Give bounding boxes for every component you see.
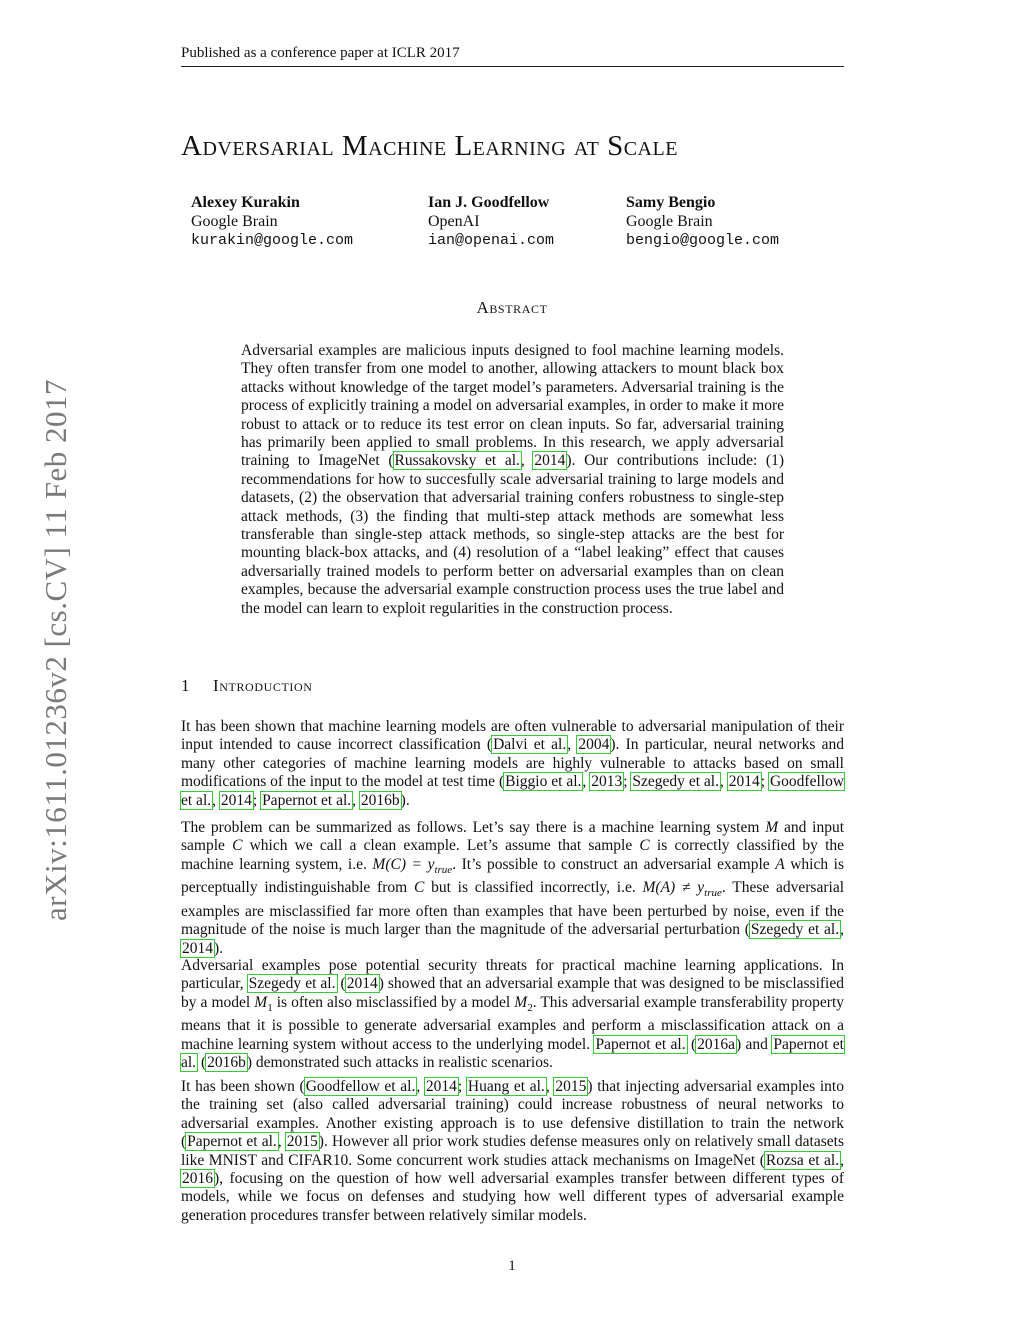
abstract-heading: Abstract [476, 298, 548, 317]
intro-paragraph-2: The problem can be summarized as follows. Let’s say there is a machine learning system M and input sample C which we call a clean example. Let’s assume that sample C is correctly classified by the machine learning system, i.e. $M(C) = y_{true}$. It’s possible to construct an adversarial example A which is perceptually indistinguishable from C but is classified incorrectly, i.e. $M(A) \ne y_{true}$. These adversarial examples are misclassified far more often than examples that have been perturbed by noise, even if the magnitude of the noise is much larger than the magnitude of the adversarial perturbation (Szegedy et al., 2014). [181, 819, 845, 957]
citation-link[interactable]: Szegedy et al. [632, 773, 719, 791]
citation-link[interactable]: 2014 [728, 773, 760, 791]
citation-link[interactable]: 2016a [697, 1035, 736, 1053]
author-affiliation: Google Brain [626, 213, 713, 230]
section-heading-introduction [181, 676, 313, 696]
author-name: Samy Bengio [626, 194, 716, 211]
citation-link[interactable]: Papernot et al. [181, 1035, 844, 1072]
citation-link[interactable]: 2014 [346, 975, 378, 993]
header-rule [181, 66, 844, 67]
page-number: 1 [508, 1258, 516, 1274]
section-title: Introduction [213, 676, 313, 695]
author-email: ian@openai.com [428, 232, 555, 249]
author-affiliation: Google Brain [191, 213, 278, 230]
author-block-1 [191, 193, 353, 250]
intro-paragraph-3: Adversarial examples pose potential security threats for practical machine learning applications. In particular, Szegedy et al. (2014) showed that an adversarial example that was designed to be misclassified by a model $M_1$ is often also misclassified by a model $M_2$. This adversarial example transferability property means that it is possible to generate adversarial examples and perform a misclassification attack on a machine learning system without access to the underlying model. Papernot et al. (2016a) and Papernot et al. (2016b) demonstrated such attacks in realistic scenarios. [181, 957, 844, 1072]
citation-link[interactable]: Biggio et al. [505, 773, 582, 791]
citation-link[interactable]: Papernot et al. [262, 791, 352, 809]
abstract-text: Adversarial examples are malicious inputs designed to fool machine learning models. They often transfer from one model to another, allowing attackers to mount black box attacks without knowledge of the target model’s parameters. Adversarial training is the process of explicitly training a model on adversarial examples, in order to make it more robust to attack or to reduce its test error on clean inputs. So far, adversarial training has primarily been applied to small problems. In this research, we apply adversarial training to ImageNet (Russakovsky et al., 2014). Our contributions include: (1) recommendations for how to succesfully scale adversarial training to large models and datasets, (2) the observation that adversarial training confers robustness to single-step attack methods, (3) the finding that multi-step attack methods are somewhat less transferable than single-step attack methods, so single-step attacks are the best for mounting black-box attacks, and (4) resolution of a “label leaking” effect that causes adversarially trained models to perform better on adversarial examples than on clean examples, because the adversarial example construction process uses the true label and the model can learn to exploit regularities in the construction process. [241, 342, 784, 617]
author-block-3 [626, 193, 779, 250]
citation-link[interactable]: 2015 [286, 1133, 318, 1151]
intro-paragraph-1: It has been shown that machine learning models are often vulnerable to adversarial manipulation of their input intended to cause incorrect classification (Dalvi et al., 2004). In particular, neural networks and many other categories of machine learning models are highly vulnerable to attacks based on small modifications of the input to the model at test time (Biggio et al., 2013; Szegedy et al., 2014; Goodfellow et al., 2014; Papernot et al., 2016b). [181, 718, 845, 809]
citation-link[interactable]: 2015 [555, 1078, 587, 1095]
citation-link[interactable]: Dalvi et al. [493, 736, 567, 754]
citation-link[interactable]: 2014 [534, 452, 566, 470]
author-email: kurakin@google.com [191, 232, 354, 249]
citation-link[interactable]: Szegedy et al. [248, 975, 336, 993]
intro-paragraph-4: It has been shown (Goodfellow et al., 2014; Huang et al., 2015) that injecting adversarial examples into the training set (also called adversarial training) could increase robustness of neural networks to adversarial examples. Another existing approach is to use defensive distillation to train the network (Papernot et al., 2015). However all prior work studies defense measures only on relatively small datasets like MNIST and CIFAR10. Some concurrent work studies attack mechanisms on ImageNet (Rozsa et al., 2016), focusing on the question of how well adversarial examples transfer between different types of models, while we focus on defenses and studying how well different types of adversarial example generation procedures transfer between relatively similar models. [181, 1078, 844, 1224]
author-name: Alexey Kurakin [191, 194, 300, 211]
citation-link[interactable]: 2016b [207, 1054, 246, 1072]
citation-link[interactable]: 2013 [591, 773, 623, 791]
arxiv-identifier-stamp[interactable]: arXiv:1611.01236v2 [cs.CV] 11 Feb 2017 [38, 379, 73, 921]
citation-link[interactable]: Papernot et al. [187, 1133, 277, 1151]
citation-link[interactable]: Russakovsky et al. [394, 452, 520, 470]
citation-link[interactable]: Rozsa et al. [765, 1151, 840, 1169]
author-email: bengio@google.com [626, 232, 780, 249]
citation-link[interactable]: Papernot et al. [595, 1035, 686, 1053]
citation-link[interactable]: Huang et al. [467, 1078, 545, 1095]
citation-link[interactable]: Goodfellow et al. [305, 1078, 416, 1095]
author-block-2 [428, 193, 554, 250]
citation-link[interactable]: 2004 [578, 736, 610, 754]
citation-link[interactable]: 2016 [182, 1170, 213, 1188]
citation-link[interactable]: 2014 [182, 939, 213, 957]
citation-link[interactable]: Szegedy et al. [750, 921, 840, 939]
citation-link[interactable]: 2016b [360, 791, 400, 809]
citation-link[interactable]: Goodfellow et al. [181, 773, 845, 809]
paper-title: Adversarial Machine Learning at Scale [181, 130, 678, 162]
running-header: Published as a conference paper at ICLR 2017 [181, 45, 460, 61]
citation-link[interactable]: 2014 [220, 791, 252, 809]
section-number: 1 [181, 676, 191, 695]
author-affiliation: OpenAI [428, 213, 480, 230]
author-name: Ian J. Goodfellow [428, 194, 550, 211]
citation-link[interactable]: 2014 [425, 1078, 457, 1095]
